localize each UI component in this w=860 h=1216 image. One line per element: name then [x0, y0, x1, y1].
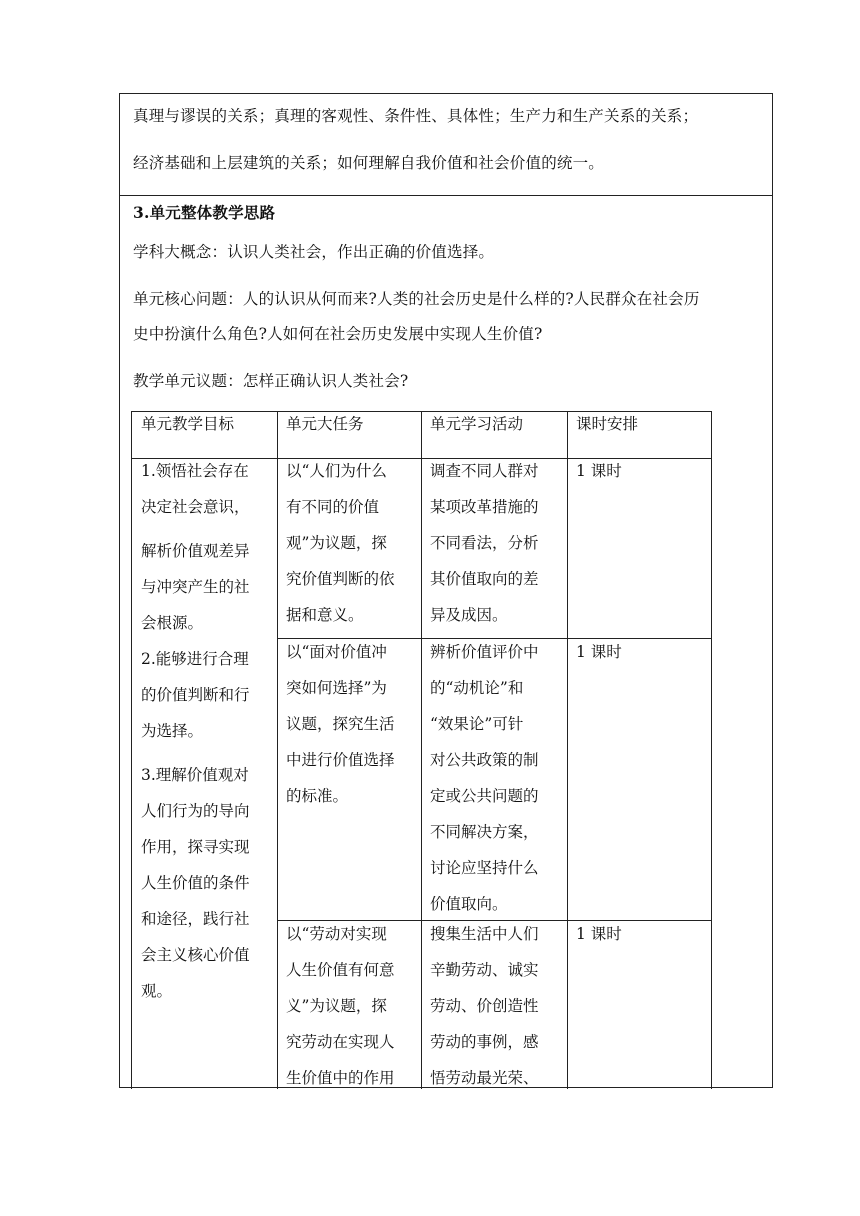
header-activity: 单元学习活动 [430, 415, 524, 433]
subject-concept: 学科大概念：认识人类社会，作出正确的价值选择。 [133, 243, 495, 261]
goal-2: 2.能够进行合理 的价值判断和行 为选择。 [141, 650, 250, 740]
core-question-line-1: 单元核心问题：人的认识从何而来?人类的社会历史是什么样的?人民群众在社会历 [133, 290, 700, 308]
header-hours: 课时安排 [576, 415, 639, 433]
document-table [119, 93, 773, 1088]
hours-2: 1 课时 [576, 643, 622, 661]
goal-3: 3.理解价值观对 人们行为的导向 作用，探寻实现 人生价值的条件 和途径，践行社 会主义核心价值 观。 [141, 766, 250, 1000]
unit-plan-table [131, 411, 712, 1089]
column-divider [277, 412, 278, 1089]
hours-3: 1 课时 [576, 925, 622, 943]
row-divider [120, 195, 772, 196]
top-row-line-2: 经济基础和上层建筑的关系；如何理解自我价值和社会价值的统一。 [133, 154, 605, 172]
core-question-line-2: 史中扮演什么角色?人如何在社会历史发展中实现人生价值? [133, 325, 543, 343]
unit-topic: 教学单元议题：怎样正确认识人类社会? [133, 372, 409, 390]
activity-2: 辨析价值评价中 的“动机论”和 “效果论”可针 对公共政策的制 定或公共问题的 不同解决方案， 讨论应坚持什么 价值取向。 [430, 643, 539, 913]
column-divider [567, 412, 568, 1089]
task-2: 以“面对价值冲 突如何选择”为 议题，探究生活 中进行价值选择 的标准。 [286, 643, 395, 805]
task-1: 以“人们为什么 有不同的价值 观”为议题，探 究价值判断的依 据和意义。 [286, 462, 395, 624]
task-3: 以“劳动对实现 人生价值有何意 义”为议题，探 究劳动在实现人 生价值中的作用 [286, 925, 395, 1087]
section-heading: 3.单元整体教学思路 [133, 203, 276, 222]
hours-1: 1 课时 [576, 462, 622, 480]
header-goals: 单元教学目标 [141, 415, 235, 433]
activity-1: 调查不同人群对 某项改革措施的 不同看法，分析 其价值取向的差 异及成因。 [430, 462, 539, 624]
activity-3: 搜集生活中人们 辛勤劳动、诚实 劳动、价创造性 劳动的事例，感 悟劳动最光荣、 [430, 925, 539, 1087]
column-divider [421, 412, 422, 1089]
top-row-line-1: 真理与谬误的关系；真理的客观性、条件性、具体性；生产力和生产关系的关系； [133, 107, 699, 125]
header-task: 单元大任务 [286, 415, 364, 433]
goal-1: 1.领悟社会存在 决定社会意识， 解析价值观差异 与冲突产生的社 会根源。 [141, 462, 250, 632]
